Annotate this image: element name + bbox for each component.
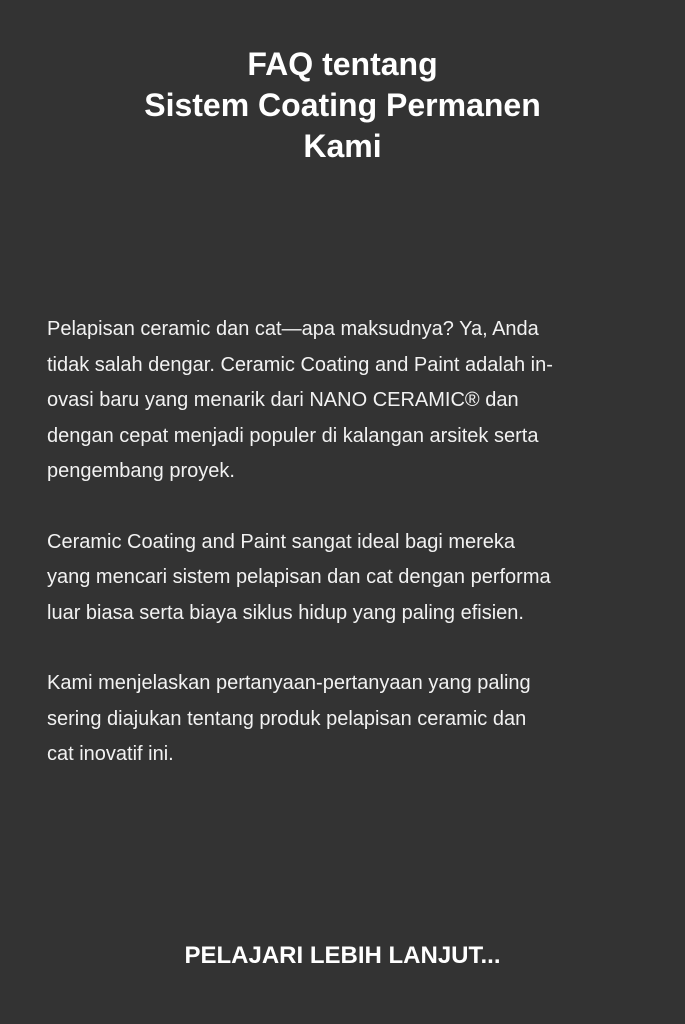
paragraph-line: yang mencari sistem pelapisan dan cat dengan performa (47, 566, 551, 588)
paragraph-intro (47, 312, 647, 490)
paragraph-ideal-for (47, 525, 647, 632)
paragraph-line: sering diajukan tentang produk pelapisan ceramic dan (47, 707, 527, 730)
page-title-line-1: FAQ tentang (247, 46, 438, 82)
paragraph-line: Ceramic Coating and Paint sangat ideal bagi mereka (47, 530, 516, 553)
page-title (0, 44, 685, 167)
intro-text (47, 312, 647, 808)
paragraph-line: pengembang proyek. (47, 460, 235, 482)
paragraph-line: luar biasa serta biaya siklus hidup yang paling efisien. (47, 601, 524, 624)
paragraph-line: Pelapisan ceramic dan cat—apa maksudnya? Ya, Anda (47, 318, 539, 340)
paragraph-line: tidak salah dengar. Ceramic Coating and Paint adalah in- (47, 353, 553, 376)
learn-more-link[interactable]: PELAJARI LEBIH LANJUT... (184, 942, 501, 969)
page-title-line-2: Sistem Coating Permanen (144, 87, 541, 123)
paragraph-line: Kami menjelaskan pertanyaan-pertanyaan yang paling (47, 672, 531, 694)
paragraph-faq-explained (47, 666, 647, 773)
paragraph-line: cat inovatif ini. (47, 743, 174, 765)
page-title-line-3: Kami (303, 128, 382, 164)
paragraph-line: dengan cepat menjadi populer di kalangan arsitek serta (47, 424, 539, 447)
paragraph-line: ovasi baru yang menarik dari NANO CERAMIC® dan (47, 389, 519, 411)
